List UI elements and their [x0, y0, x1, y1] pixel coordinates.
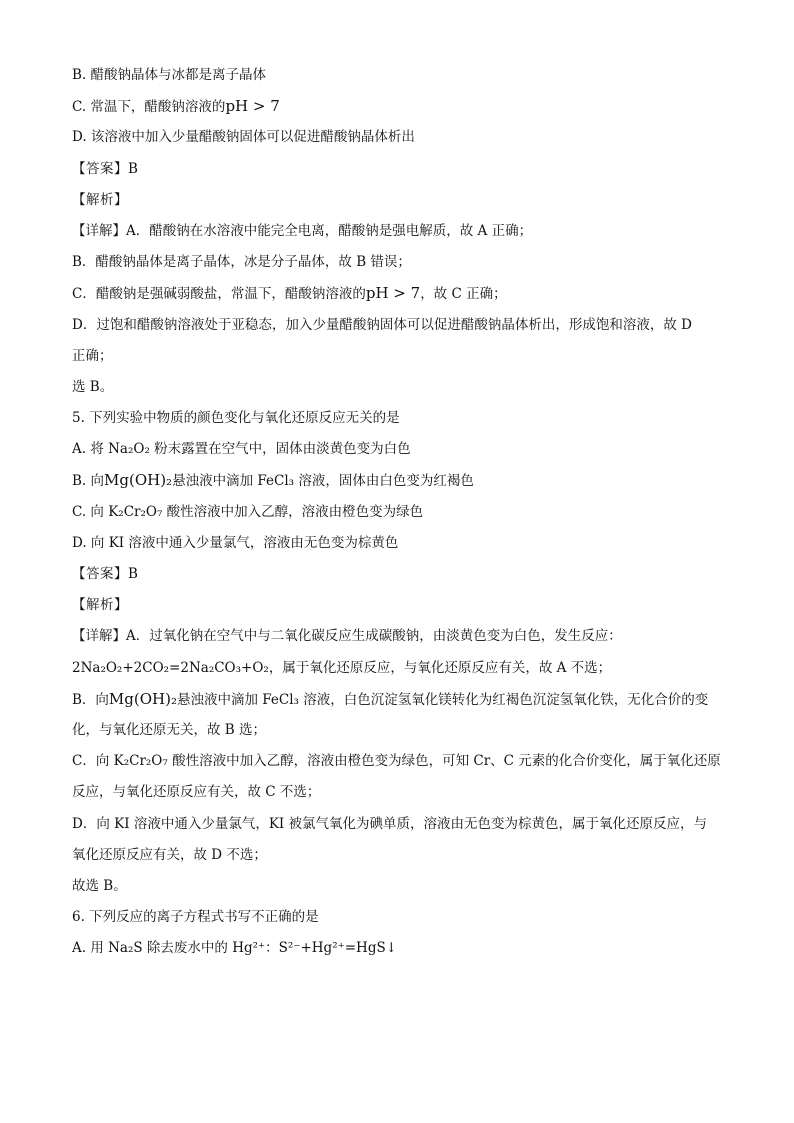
explanation-text: 氧化还原反应有关，故 D 不选； — [72, 846, 267, 863]
explanation-line — [72, 341, 732, 372]
option-text: D. 向 KI 溶液中通入少量氯气，溶液由无色变为棕黄色 — [72, 534, 399, 551]
explanation-text: B．醋酸钠晶体是离子晶体，冰是分子晶体，故 B 错误； — [72, 254, 411, 271]
question-text: 6. 下列反应的离子方程式书写不正确的是 — [72, 909, 319, 926]
selection-line — [72, 871, 732, 902]
formula-mg-oh2: Mg(OH)₂ — [104, 471, 173, 490]
option-b-q5 — [72, 465, 732, 496]
selection-text: 选 B。 — [72, 378, 114, 395]
explanation-line — [72, 746, 732, 777]
explanation-line — [72, 247, 732, 278]
equation-text: 2Na₂O₂+2CO₂=2Na₂CO₃+O₂，属于氧化还原反应，与氧化还原反应有关，故 A 不选； — [72, 659, 612, 676]
explanation-text: D．向 KI 溶液中通入少量氯气，KI 被氯气氧化为碘单质，溶液由无色变为棕黄色，属于氧化还原反应，与 — [72, 815, 708, 832]
option-text: A. 用 Na₂S 除去废水中的 Hg²⁺：S²⁻+Hg²⁺=HgS↓ — [72, 940, 398, 957]
explanation-line — [72, 621, 732, 652]
explanation-text: 【详解】A．过氧化钠在空气中与二氧化碳反应生成碳酸钠，由淡黄色变为白色，发生反应： — [72, 628, 622, 645]
explanation-line — [72, 310, 732, 341]
explanation-text: 化，与氧化还原无关，故 B 选； — [72, 721, 267, 738]
explanation-text: 正确； — [72, 347, 113, 364]
answer-label-q4 — [72, 154, 732, 185]
analysis-text: 【解析】 — [72, 191, 128, 208]
option-a-q5 — [72, 434, 732, 465]
explanation-line — [72, 684, 732, 715]
explanation-line — [72, 777, 732, 808]
answer-label-q5 — [72, 559, 732, 590]
explanation-line — [72, 809, 732, 840]
option-text: A. 将 Na₂O₂ 粉末露置在空气中，固体由淡黄色变为白色 — [72, 441, 411, 458]
analysis-text: 【解析】 — [72, 597, 128, 614]
question-5-stem — [72, 403, 732, 434]
option-d-q5 — [72, 528, 732, 559]
option-text: 悬浊液中滴加 FeCl₃ 溶液，固体由白色变为红褐色 — [172, 473, 474, 490]
answer-text: 【答案】B — [72, 566, 139, 582]
option-c-q4 — [72, 91, 732, 122]
explanation-text: 反应，与氧化还原反应有关，故 C 不选； — [72, 784, 321, 801]
question-6-stem — [72, 902, 732, 933]
option-text: D. 该溶液中加入少量醋酸钠固体可以促进醋酸钠晶体析出 — [72, 129, 415, 146]
explanation-line — [72, 715, 732, 746]
formula-mg-oh2: Mg(OH)₂ — [108, 689, 177, 708]
explanation-line — [72, 840, 732, 871]
analysis-label-q4 — [72, 185, 732, 216]
option-text: B. 向 — [72, 473, 105, 490]
option-c-q5 — [72, 497, 732, 528]
option-b-q4 — [72, 60, 732, 91]
option-a-q6 — [72, 933, 732, 964]
question-text: 5. 下列实验中物质的颜色变化与氧化还原反应无关的是 — [72, 410, 400, 427]
explanation-text: D．过饱和醋酸钠溶液处于亚稳态，加入少量醋酸钠固体可以促进醋酸钠晶体析出，形成饱和溶液，故 D — [72, 316, 692, 333]
explanation-line — [72, 653, 732, 684]
answer-text: 【答案】B — [72, 160, 139, 177]
option-d-q4 — [72, 122, 732, 153]
document-page — [72, 60, 732, 964]
explanation-text: 悬浊液中滴加 FeCl₃ 溶液，白色沉淀氢氧化镁转化为红褐色沉淀氢氧化铁，无化合价的变 — [176, 691, 709, 708]
option-text: B. 醋酸钠晶体与冰都是离子晶体 — [72, 67, 267, 83]
explanation-line — [72, 278, 732, 309]
explanation-text: B．向 — [72, 691, 109, 708]
explanation-text: C．醋酸钠是强碱弱酸盐，常温下，醋酸钠溶液的 — [72, 286, 366, 303]
ph-expression: pH > 7 — [225, 97, 280, 116]
selection-text: 故选 B。 — [72, 877, 127, 894]
selection-line — [72, 372, 732, 403]
explanation-text: ，故 C 正确； — [420, 286, 507, 303]
explanation-line — [72, 216, 732, 247]
explanation-text: 【详解】A．醋酸钠在水溶液中能完全电离，醋酸钠是强电解质，故 A 正确； — [72, 222, 533, 239]
option-text: C. 常温下，醋酸钠溶液的 — [72, 99, 226, 116]
option-text: C. 向 K₂Cr₂O₇ 酸性溶液中加入乙醇，溶液由橙色变为绿色 — [72, 503, 424, 520]
analysis-label-q5 — [72, 590, 732, 621]
ph-expression: pH > 7 — [365, 284, 421, 303]
explanation-text: C．向 K₂Cr₂O₇ 酸性溶液中加入乙醇，溶液由橙色变为绿色，可知 Cr、C 元素的化合价变化，属于氧化还原 — [72, 753, 721, 770]
